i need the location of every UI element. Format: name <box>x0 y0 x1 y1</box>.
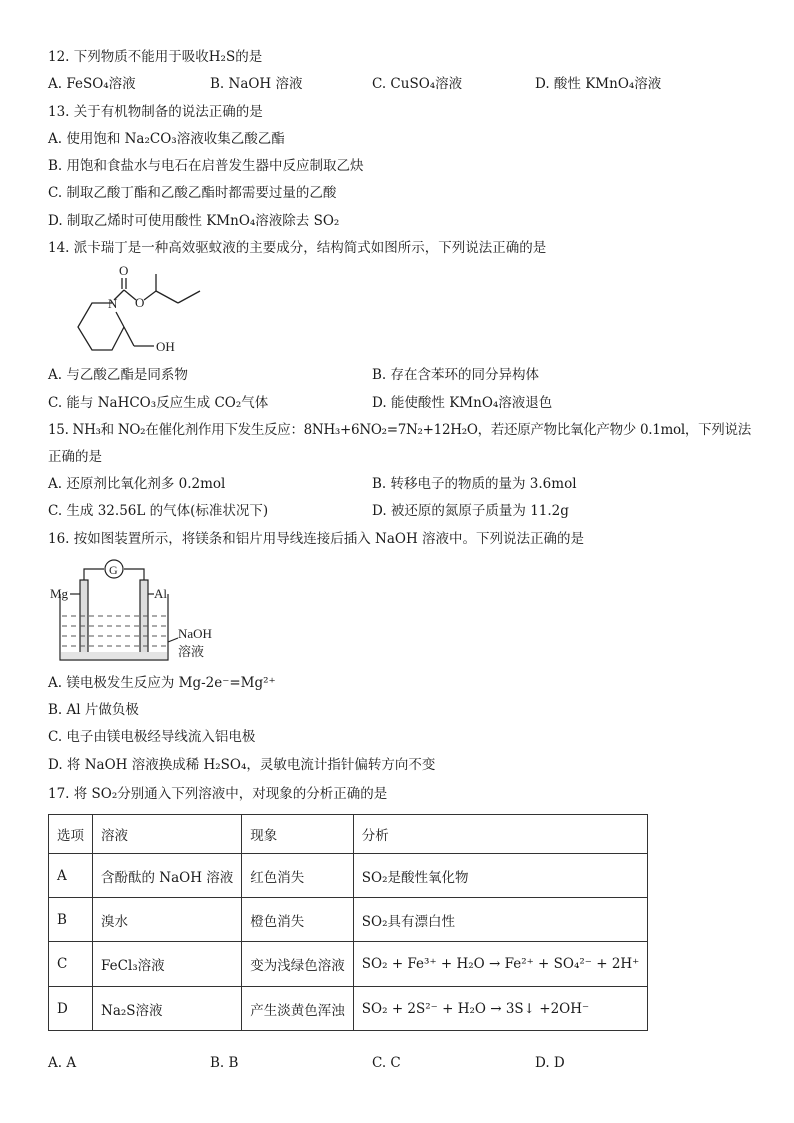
table-cell: 红色消失 <box>242 854 354 898</box>
table-cell: D <box>49 987 93 1031</box>
q13-option-d: D. 制取乙烯时可使用酸性 KMnO₄溶液除去 SO₂ <box>48 213 340 229</box>
n-atom-label: N <box>108 296 118 311</box>
q15-option-d: D. 被还原的氮原子质量为 11.2g <box>372 503 569 519</box>
q17-option-a: A. A <box>48 1055 77 1071</box>
table-cell: SO₂具有漂白性 <box>353 898 648 942</box>
q16-option-b: B. Al 片做负极 <box>48 702 139 718</box>
q15-option-b: B. 转移电子的物质的量为 3.6mol <box>372 476 577 492</box>
q16-stem: 16. 按如图装置所示，将镁条和铝片用导线连接后插入 NaOH 溶液中。下列说法正确的是 <box>48 531 585 547</box>
q14-option-c: C. 能与 NaHCO₃反应生成 CO₂气体 <box>48 395 269 411</box>
table-cell: SO₂是酸性氧化物 <box>353 854 648 898</box>
q15-option-a: A. 还原剂比氧化剂多 0.2mol <box>48 476 226 492</box>
q15-stem-line2: 正确的是 <box>48 449 102 465</box>
q16-option-c: C. 电子由镁电极经导线流入铝电极 <box>48 729 256 745</box>
q14-option-b: B. 存在含苯环的同分异构体 <box>372 367 540 383</box>
header-cell: 现象 <box>242 815 354 854</box>
table-header-row <box>49 815 648 854</box>
q13-stem: 13. 关于有机物制备的说法正确的是 <box>48 104 263 120</box>
table-cell: FeCl₃溶液 <box>93 942 242 987</box>
galvanic-cell-figure <box>48 556 238 668</box>
q16-option-a: A. 镁电极发生反应为 Mg-2e⁻=Mg²⁺ <box>48 675 276 691</box>
carbonyl-o-label: O <box>119 263 129 278</box>
al-electrode-label: Al <box>154 586 167 601</box>
table-row <box>49 898 648 942</box>
q14-option-a: A. 与乙酸乙酯是同系物 <box>48 367 188 383</box>
q12-option-a: A. FeSO₄溶液 <box>48 76 136 92</box>
q17-table <box>48 814 648 1031</box>
table-row <box>49 987 648 1031</box>
header-cell: 溶液 <box>93 815 242 854</box>
header-cell: 选项 <box>49 815 93 854</box>
table-cell: 橙色消失 <box>242 898 354 942</box>
table-cell: SO₂ + Fe³⁺ + H₂O → Fe²⁺ + SO₄²⁻ + 2H⁺ <box>353 942 648 987</box>
q14-stem: 14. 派卡瑞丁是一种高效驱蚊液的主要成分，结构简式如图所示，下列说法正确的是 <box>48 240 547 256</box>
table-cell: SO₂ + 2S²⁻ + H₂O → 3S↓ +2OH⁻ <box>353 987 648 1031</box>
ester-o-label: O <box>135 295 145 310</box>
q16-option-d: D. 将 NaOH 溶液换成稀 H₂SO₄，灵敏电流计指针偏转方向不变 <box>48 757 436 773</box>
picaridin-structure <box>40 262 240 362</box>
table-cell: Na₂S溶液 <box>93 987 242 1031</box>
q12-option-b: B. NaOH 溶液 <box>210 76 303 92</box>
solution-label: 溶液 <box>178 644 205 659</box>
table-cell: A <box>49 854 93 898</box>
table-row <box>49 854 648 898</box>
mg-electrode-label: Mg <box>50 586 69 601</box>
q12-stem: 12. 下列物质不能用于吸收H₂S的是 <box>48 49 263 65</box>
q17-option-d: D. D <box>535 1055 565 1071</box>
naoh-label: NaOH <box>178 626 212 641</box>
table-row <box>49 942 648 987</box>
table-cell: 产生淡黄色浑浊 <box>242 987 354 1031</box>
q13-option-c: C. 制取乙酸丁酯和乙酸乙酯时都需要过量的乙酸 <box>48 185 337 201</box>
oh-label: OH <box>156 339 175 354</box>
table-cell: 变为浅绿色溶液 <box>242 942 354 987</box>
q13-option-b: B. 用饱和食盐水与电石在启普发生器中反应制取乙炔 <box>48 158 364 174</box>
q12-option-d: D. 酸性 KMnO₄溶液 <box>535 76 662 92</box>
q15-stem-line1: 15. NH₃和 NO₂在催化剂作用下发生反应：8NH₃+6NO₂=7N₂+12H₂O，若还原产物比氧化产物少 0.1mol，下列说法 <box>48 422 751 438</box>
table-cell: B <box>49 898 93 942</box>
q17-option-b: B. B <box>210 1055 239 1071</box>
q15-option-c: C. 生成 32.56L 的气体(标准状况下) <box>48 503 269 519</box>
table-cell: 含酚酞的 NaOH 溶液 <box>93 854 242 898</box>
q17-stem: 17. 将 SO₂分别通入下列溶液中，对现象的分析正确的是 <box>48 786 388 802</box>
header-cell: 分析 <box>353 815 648 854</box>
galvanometer-label: G <box>109 563 118 577</box>
q17-option-c: C. C <box>372 1055 401 1071</box>
q12-option-c: C. CuSO₄溶液 <box>372 76 463 92</box>
table-cell: 溴水 <box>93 898 242 942</box>
q13-option-a: A. 使用饱和 Na₂CO₃溶液收集乙酸乙酯 <box>48 131 285 147</box>
table-cell: C <box>49 942 93 987</box>
q14-option-d: D. 能使酸性 KMnO₄溶液退色 <box>372 395 553 411</box>
